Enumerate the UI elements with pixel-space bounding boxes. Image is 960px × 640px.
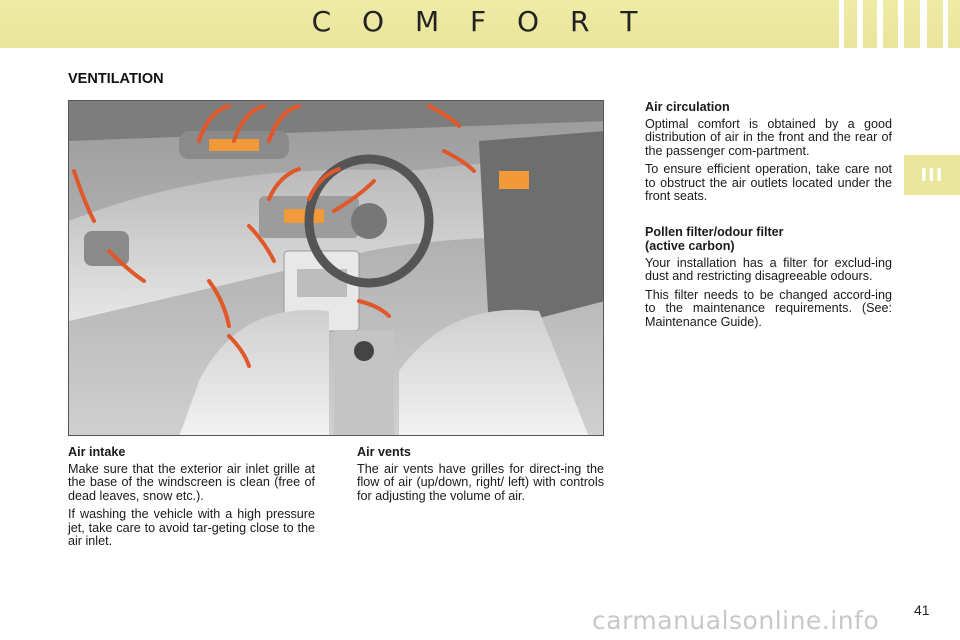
chapter-tab[interactable]: III — [904, 155, 960, 195]
paragraph: To ensure efficient operation, take care not to obstruct the air outlets located under the front seats. — [645, 162, 892, 204]
driver-door — [479, 131, 604, 331]
air-circulation-heading: Air circulation — [645, 100, 730, 114]
side-vent-left — [84, 231, 129, 266]
car-interior-drawing — [69, 101, 604, 436]
ventilation-illustration — [68, 100, 604, 436]
paragraph: Make sure that the exterior air inlet grille at the base of the windscreen is clean (free of dead leaves, snow etc.). — [68, 462, 315, 503]
air-circulation-section — [645, 100, 892, 208]
paragraph: If washing the vehicle with a high pressure jet, take care to avoid tar-geting close to the air inlet. — [68, 507, 315, 549]
gear-knob — [354, 341, 374, 361]
air-intake-section — [68, 445, 315, 553]
paragraph: This filter needs to be changed accord-ing to the maintenance requirements. (See: Maintenance Guide). — [645, 287, 892, 329]
steering-hub — [351, 203, 387, 239]
page-title: C O M F O R T — [311, 5, 649, 38]
center-vent — [284, 209, 324, 223]
air-vents-section — [357, 445, 604, 508]
door-vent — [499, 171, 529, 189]
pollen-filter-heading — [645, 225, 892, 253]
pollen-filter-section — [645, 225, 892, 334]
watermark: carmanualsonline.info — [592, 606, 880, 635]
paragraph: The air vents have grilles for direct-ing the flow of air (up/down, right/ left) with controls for adjusting the volume of air. — [357, 462, 604, 503]
air-intake-heading: Air intake — [68, 445, 126, 459]
paragraph: Your installation has a filter for exclud-ing dust and restricting disagreeable odours. — [645, 256, 892, 284]
page-number: 41 — [914, 602, 930, 618]
section-title: VENTILATION — [68, 71, 164, 87]
heading-line: Pollen filter/odour filter — [645, 225, 784, 239]
paragraph: Optimal comfort is obtained by a good distribution of air in the front and the rear of the passenger com-partment. — [645, 117, 892, 158]
heading-line: (active carbon) — [645, 239, 735, 253]
air-vents-heading: Air vents — [357, 445, 411, 459]
